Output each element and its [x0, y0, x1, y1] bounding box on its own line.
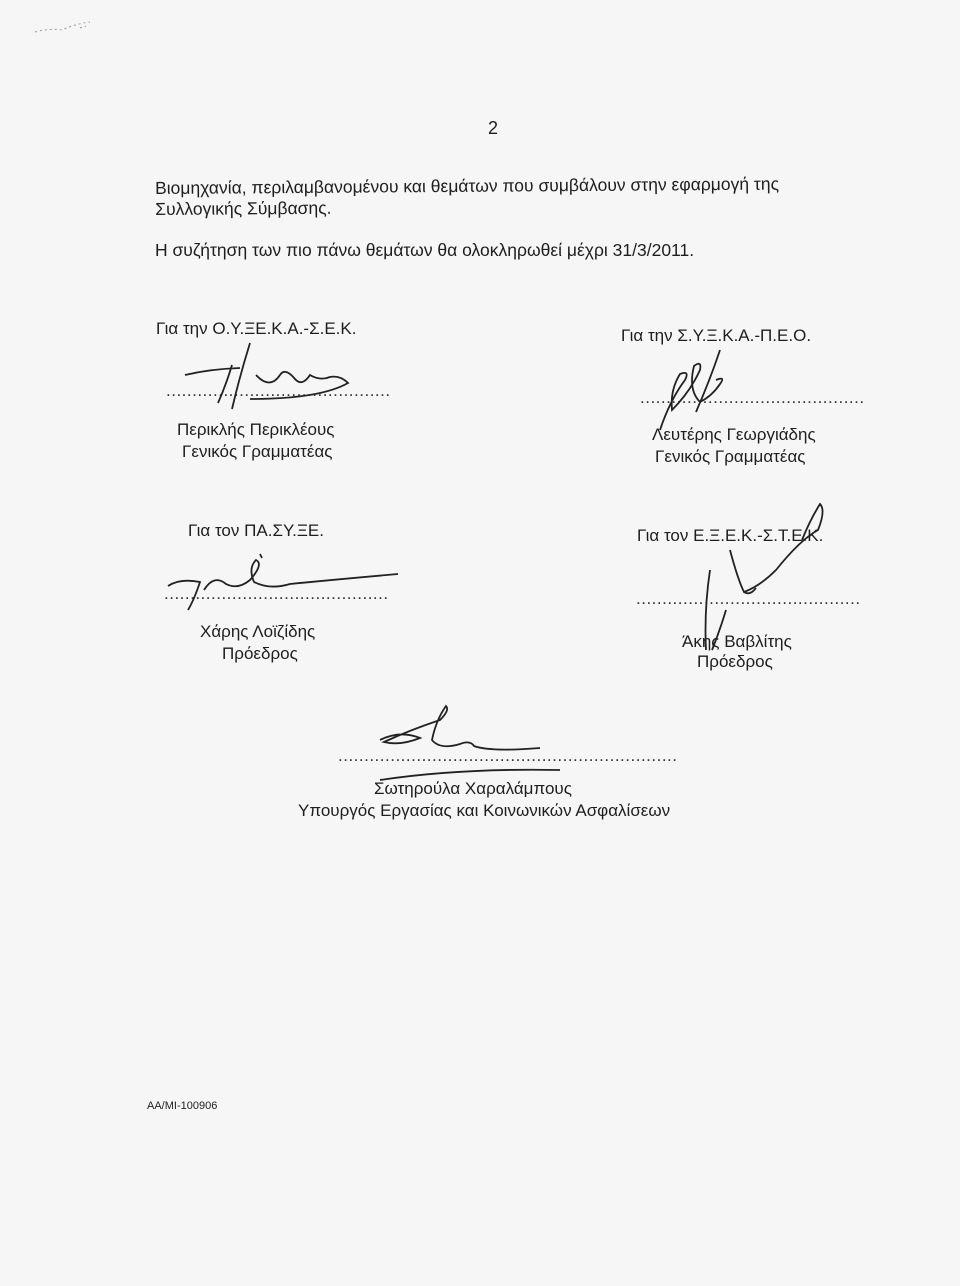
signature-line: ...........................................	[164, 584, 389, 603]
signatory-name: Χάρης Λοϊζίδης	[200, 622, 316, 641]
page-number: 2	[488, 118, 499, 138]
signatory-name: Λευτέρης Γεωργιάδης	[652, 425, 816, 444]
signatory-title: Πρόεδρος	[697, 652, 773, 671]
signature-line: ...........................................	[166, 381, 391, 400]
signature-line: ...........................................	[640, 388, 865, 407]
signatory-title: Πρόεδρος	[222, 644, 298, 663]
handwritten-signature	[170, 335, 370, 415]
signatory-title: Υπουργός Εργασίας και Κοινωνικών Ασφαλίσεων	[298, 801, 671, 820]
handwritten-signature	[340, 700, 620, 790]
signatory-heading: Για την Σ.Υ.Ξ.Κ.Α.-Π.Ε.Ο.	[621, 326, 812, 345]
signatory-heading: Για τον ΠΑ.ΣΥ.ΞΕ.	[188, 521, 324, 540]
signatory-name: Περικλής Περικλέους	[177, 420, 335, 439]
signature-line: .................................................................	[338, 746, 678, 765]
signatory-heading: Για την Ο.Υ.ΞΕ.Κ.Α.-Σ.Ε.Κ.	[156, 319, 357, 338]
signatory-title: Γενικός Γραμματέας	[182, 442, 333, 461]
paragraph-continuation	[155, 173, 855, 220]
signatory-title: Γενικός Γραμματέας	[655, 447, 806, 466]
signatory-heading: Για τον Ε.Ξ.Ε.Κ.-Σ.Τ.Ε.Κ.	[637, 526, 824, 545]
signatory-name: Άκης Βαβλίτης	[682, 632, 792, 651]
paragraph-line: Βιομηχανία, περιλαμβανομένου και θεμάτων που συμβάλουν στην εφαρμογή της	[155, 173, 780, 198]
reference-code: ΑΑ/ΜΙ-100906	[147, 1100, 218, 1112]
discussion-deadline-paragraph: Η συζήτηση των πιο πάνω θεμάτων θα ολοκληρωθεί μέχρι 31/3/2011.	[155, 240, 695, 260]
scan-speck	[30, 10, 110, 40]
signature-line: ...........................................	[636, 589, 861, 608]
signatory-name: Σωτηρούλα Χαραλάμπους	[374, 779, 572, 798]
paragraph-line: Συλλογικής Σύμβασης.	[155, 197, 332, 219]
